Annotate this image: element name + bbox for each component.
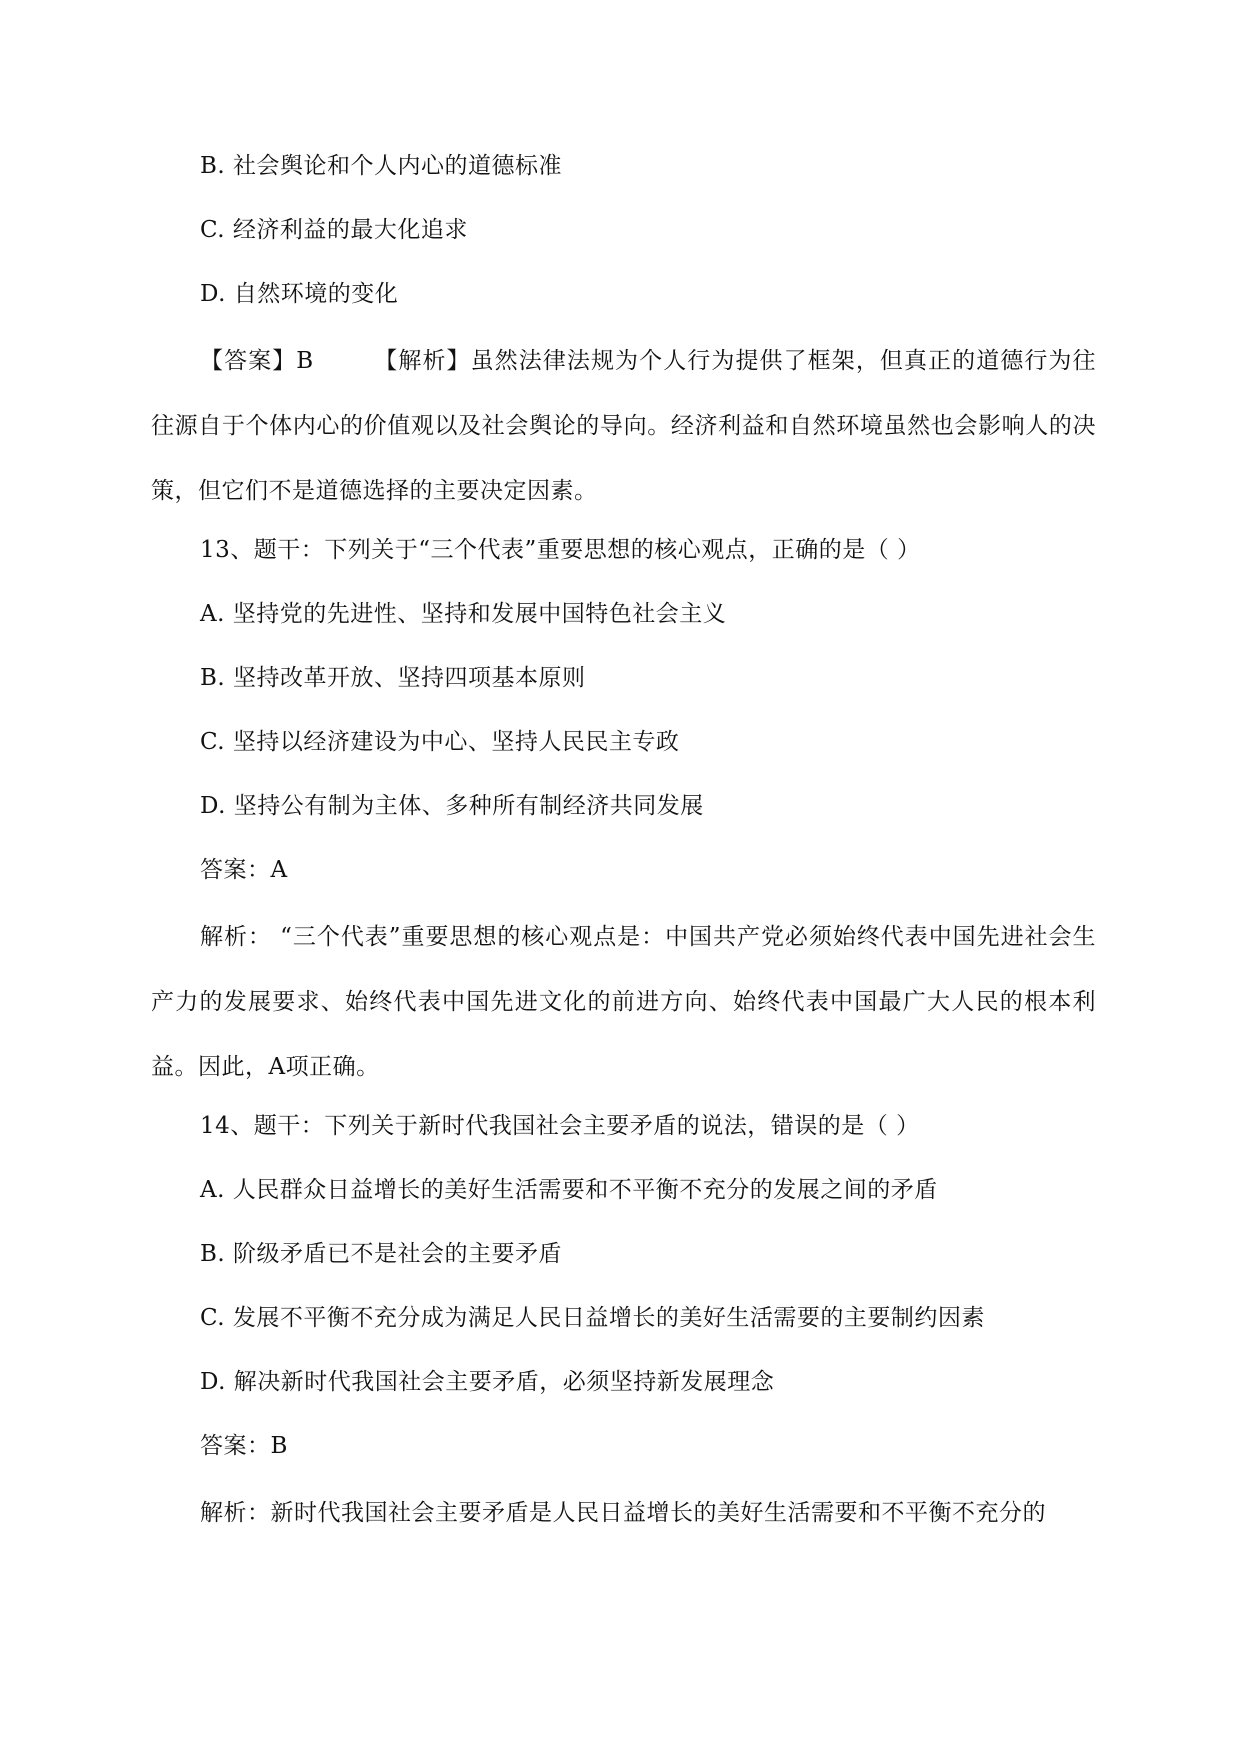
question-14-option-a: A. 人民群众日益增长的美好生活需要和不平衡不充分的发展之间的矛盾 (200, 1177, 938, 1203)
answer-label: 【答案】B (200, 348, 314, 374)
question-14-analysis: 解析：新时代我国社会主要矛盾是人民日益增长的美好生活需要和不平衡不充分的 (200, 1500, 1046, 1526)
question-13-answer: 答案：A (200, 857, 288, 883)
option-b: B. 社会舆论和个人内心的道德标准 (200, 153, 563, 179)
question-13-option-b: B. 坚持改革开放、坚持四项基本原则 (200, 665, 586, 691)
answer-analysis-paragraph (151, 329, 1096, 524)
question-13-option-d: D. 坚持公有制为主体、多种所有制经济共同发展 (200, 793, 704, 819)
analysis-text: 【解析】虽然法律法规为个人行为提供了框架，但真正的道德行为往往源自于个体内心的价值观以及社会舆论的导向。经济利益和自然环境虽然也会影响人的决策，但它们不是道德选择的主要决定因素。 (151, 348, 1097, 504)
question-14-option-d: D. 解决新时代我国社会主要矛盾，必须坚持新发展理念 (200, 1369, 775, 1395)
question-14-option-c: C. 发展不平衡不充分成为满足人民日益增长的美好生活需要的主要制约因素 (200, 1305, 985, 1331)
option-c: C. 经济利益的最大化追求 (200, 217, 468, 243)
question-13-option-c: C. 坚持以经济建设为中心、坚持人民民主专政 (200, 729, 680, 755)
question-14-answer: 答案：B (200, 1433, 288, 1459)
question-14-option-b: B. 阶级矛盾已不是社会的主要矛盾 (200, 1241, 563, 1267)
question-14-stem: 14、题干：下列关于新时代我国社会主要矛盾的说法，错误的是（ ） (200, 1113, 920, 1139)
question-13-stem: 13、题干：下列关于“三个代表”重要思想的核心观点，正确的是（ ） (200, 537, 921, 563)
question-13-option-a: A. 坚持党的先进性、坚持和发展中国特色社会主义 (200, 601, 727, 627)
option-d: D. 自然环境的变化 (200, 281, 399, 307)
question-13-analysis: 解析： “三个代表”重要思想的核心观点是：中国共产党必须始终代表中国先进社会生产力的发展要求、始终代表中国先进文化的前进方向、始终代表中国最广大人民的根本利益。因此，A项正确。 (151, 924, 1096, 1080)
